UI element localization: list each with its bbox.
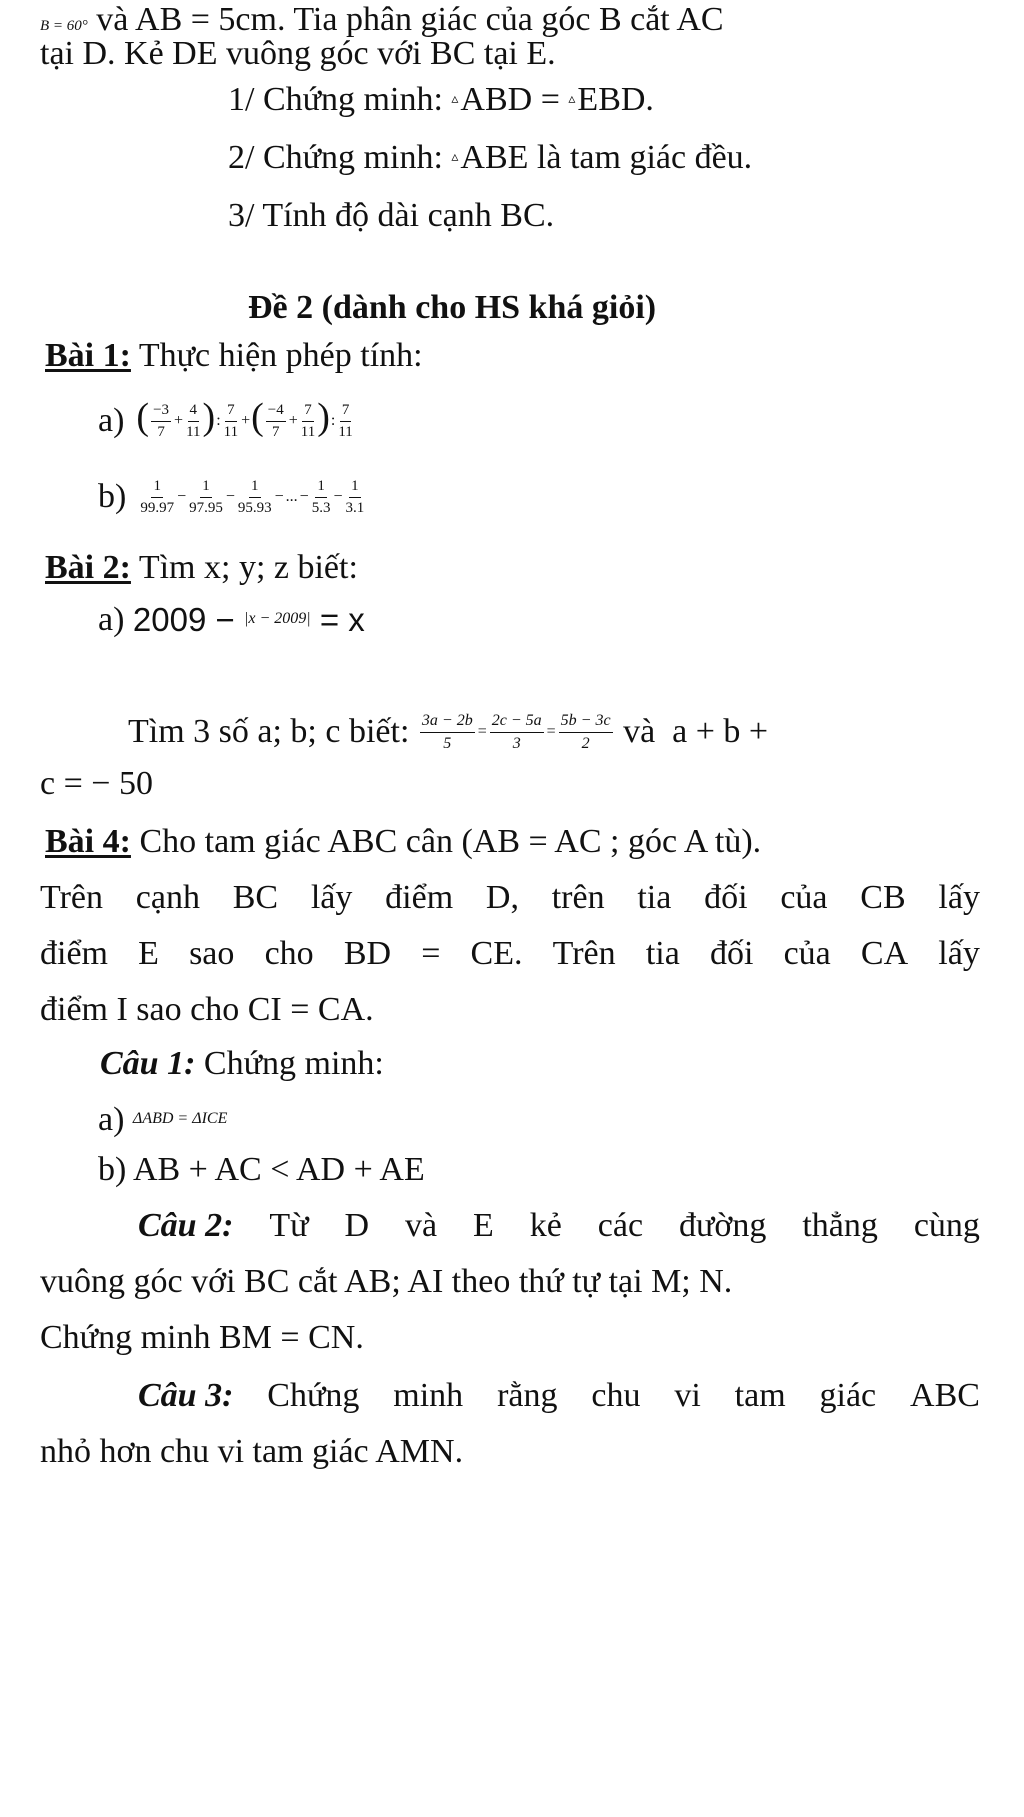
word: ABC: [910, 1377, 980, 1414]
tim3-cont: c = − 50: [40, 765, 153, 802]
fraction: [186, 402, 200, 440]
word: cho: [264, 935, 314, 972]
word: và: [405, 1207, 438, 1244]
tim3-row: [128, 702, 768, 762]
word: giác: [819, 1377, 877, 1414]
bai4-line-3: [40, 934, 980, 973]
bai2-text: Tìm x; y; z biết:: [130, 549, 358, 586]
bai1-heading: [45, 336, 423, 375]
bai2-a-label: a): [98, 601, 133, 638]
minus-sign: −: [333, 487, 343, 505]
angle-b-expr: B = 60°: [40, 18, 88, 34]
cau1-b-row: b) AB + AC < AD + AE: [98, 1151, 425, 1188]
cau1-a-expr: ΔABD = ΔICE: [132, 1110, 228, 1128]
word: thẳng: [802, 1207, 878, 1244]
cau3-line-2: nhỏ hơn chu vi tam giác AMN.: [40, 1433, 464, 1470]
word: tia: [637, 879, 672, 916]
numerator: 3a − 2b: [420, 712, 475, 733]
fraction: [559, 712, 613, 752]
word: Trên: [552, 935, 616, 972]
tim3-and: và a + b +: [614, 713, 769, 751]
word: minh: [393, 1377, 464, 1414]
cau3-line-1: [138, 1376, 980, 1415]
word: E: [138, 935, 159, 972]
word: đối: [709, 935, 754, 972]
denominator: 95.93: [237, 499, 272, 516]
word: đường: [679, 1207, 767, 1244]
denominator: 99.97: [140, 499, 175, 516]
question-1-prefix: 1/ Chứng minh:: [228, 81, 452, 118]
denominator: 3.1: [345, 499, 365, 516]
minus-sign: −: [177, 487, 187, 505]
cau1-heading: [100, 1044, 384, 1083]
minus-sign: −: [225, 487, 235, 505]
word: lấy: [938, 879, 980, 916]
numerator: 1: [349, 478, 361, 498]
question-1: [228, 80, 654, 119]
numerator: 4: [188, 402, 200, 422]
bai1-label: Bài 1:: [45, 337, 131, 374]
minus-sign: −: [274, 487, 284, 505]
fraction: [151, 402, 171, 440]
question-1-expr-a: ABD =: [460, 81, 569, 118]
numerator: 1: [249, 478, 261, 498]
word: Từ: [269, 1207, 309, 1244]
question-1-expr-b: EBD.: [577, 81, 654, 118]
bai1-text: Thực hiện phép tính:: [130, 337, 423, 374]
bai2-a-left: 2009 −: [132, 600, 244, 638]
bai4-label: Bài 4:: [45, 823, 131, 860]
question-3: 3/ Tính độ dài cạnh BC.: [228, 197, 555, 234]
cau1-text: Chứng minh:: [195, 1045, 384, 1082]
bai4-line-2: [40, 878, 980, 917]
cau1-label: Câu 1:: [100, 1045, 196, 1082]
question-2-prefix: 2/ Chứng minh:: [228, 139, 452, 176]
denominator: 11: [300, 423, 316, 440]
word: E: [473, 1207, 494, 1244]
question-2: [228, 138, 752, 177]
numerator: −4: [266, 402, 286, 422]
fraction: [420, 712, 475, 752]
triangle-icon: ▵: [451, 150, 459, 166]
paren-open: (: [251, 396, 264, 439]
cau2-line-1: [138, 1206, 980, 1245]
bai4-line-4: điểm I sao cho CI = CA.: [40, 991, 374, 1028]
word: cạnh: [135, 879, 200, 916]
bai2-a-right: = x: [310, 600, 365, 638]
word: tam: [734, 1377, 786, 1414]
paren-close: ): [317, 396, 330, 439]
numerator: 7: [302, 402, 314, 422]
colon-sign: :: [330, 411, 336, 429]
numerator: 1: [315, 478, 327, 498]
word: CB: [860, 879, 906, 916]
bai1-a-row: [98, 394, 355, 448]
numerator: 7: [340, 402, 352, 422]
triangle-icon: ▵: [568, 92, 576, 108]
line-2: tại D. Kẻ DE vuông góc với BC tại E.: [40, 35, 556, 72]
bai4-line-1: [45, 822, 761, 861]
bai1-b-label: b): [98, 478, 127, 516]
word: vi: [674, 1377, 701, 1414]
numerator: 5b − 3c: [559, 712, 613, 733]
word: D: [344, 1207, 370, 1244]
word: CA: [860, 935, 909, 972]
cau2-label: Câu 2:: [138, 1207, 234, 1244]
word: trên: [551, 879, 605, 916]
denominator: 11: [186, 423, 201, 440]
fraction: [490, 712, 544, 752]
word: BD: [343, 935, 392, 972]
bai2-a-row: [98, 600, 365, 639]
word: các: [597, 1207, 644, 1244]
abs-expression: |x − 2009|: [243, 610, 311, 628]
cau1-a-row: [98, 1100, 227, 1139]
cau1-a-label: a): [98, 1101, 133, 1138]
colon-sign: :: [216, 411, 221, 429]
equals-sign: =: [546, 722, 556, 740]
word: rằng: [497, 1377, 558, 1414]
denominator: 5: [443, 734, 452, 752]
fraction: [140, 478, 174, 516]
denominator: 11: [338, 423, 353, 440]
word: =: [421, 935, 441, 972]
cau2-line-3: Chứng minh BM = CN.: [40, 1319, 364, 1356]
bai1-b-row: [98, 470, 366, 524]
minus-sign: −: [299, 487, 309, 505]
word: Chứng: [267, 1377, 360, 1414]
denominator: 11: [223, 423, 239, 440]
plus-sign: +: [241, 411, 251, 429]
fraction: [238, 478, 272, 516]
triangle-icon: ▵: [451, 92, 459, 108]
word: kẻ: [529, 1207, 562, 1244]
ellipsis: ...: [285, 487, 298, 505]
numerator: 1: [200, 478, 212, 498]
paren-open: (: [136, 396, 150, 439]
tim3-prefix: Tìm 3 số a; b; c biết:: [128, 713, 418, 751]
word: đối: [704, 879, 748, 916]
paren-close: ): [202, 396, 216, 439]
numerator: 7: [225, 402, 237, 422]
plus-sign: +: [174, 411, 184, 429]
word: cùng: [913, 1207, 980, 1244]
denominator: 7: [272, 423, 280, 440]
word: chu: [591, 1377, 641, 1414]
bai4-text-1: Cho tam giác ABC cân (AB = AC ; góc A tù).: [130, 823, 762, 860]
word: của: [783, 935, 831, 972]
fraction: [301, 402, 315, 440]
fraction: [345, 478, 364, 516]
cau3-label: Câu 3:: [138, 1377, 234, 1414]
denominator: 7: [157, 423, 165, 440]
numerator: 1: [151, 478, 163, 498]
bai1-a-label: a): [98, 402, 125, 440]
bai2-heading: [45, 548, 358, 587]
word: BC: [232, 879, 279, 916]
word: lấy: [310, 879, 353, 916]
word: điểm: [40, 935, 108, 972]
denominator: 2: [581, 734, 590, 752]
word: của: [780, 879, 828, 916]
plus-sign: +: [288, 411, 298, 429]
fraction: [338, 402, 352, 440]
line-1-text: và AB = 5cm. Tia phân giác của góc B cắt AC: [87, 1, 724, 38]
equals-sign: =: [477, 722, 487, 740]
fraction: [189, 478, 223, 516]
denominator: 5.3: [311, 499, 331, 516]
numerator: −3: [151, 402, 171, 422]
fraction: [312, 478, 331, 516]
word: Trên: [40, 879, 103, 916]
denominator: 3: [512, 734, 521, 752]
question-2-text: ABE là tam giác đều.: [460, 139, 753, 176]
word: điểm: [385, 879, 454, 916]
de2-title: Đề 2 (dành cho HS khá giỏi): [248, 289, 657, 326]
word: CE.: [470, 935, 523, 972]
numerator: 2c − 5a: [490, 712, 544, 733]
word: sao: [189, 935, 235, 972]
fraction: [266, 402, 286, 440]
denominator: 97.95: [189, 499, 223, 516]
word: D,: [485, 879, 519, 916]
fraction: [224, 402, 238, 440]
bai2-label: Bài 2:: [45, 549, 131, 586]
cau2-line-2: vuông góc với BC cắt AB; AI theo thứ tự tại M; N.: [40, 1263, 733, 1300]
word: tia: [645, 935, 680, 972]
word: lấy: [938, 935, 980, 972]
